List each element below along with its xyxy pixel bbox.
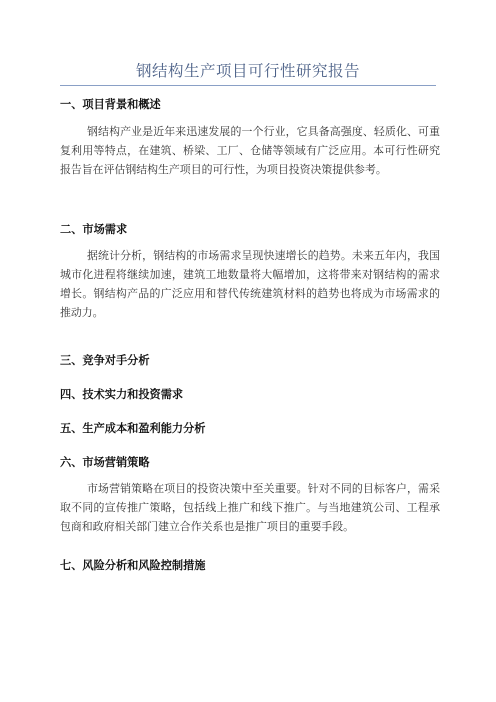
section-heading-risk-control: 七、风险分析和风险控制措施 — [60, 558, 206, 572]
section-heading-background: 一、项目背景和概述 — [60, 97, 161, 111]
section-body-background: 钢结构产业是近年来迅速发展的一个行业，它具备高强度、轻质化、可重复利用等特点，在建筑、桥梁、工厂、仓储等领域有广泛应用。本可行性研究报告旨在评估钢结构生产项目的可行性，为项目投资决策提供参考。 — [60, 125, 440, 176]
section-heading-market-demand: 二、市场需求 — [60, 222, 128, 236]
section-heading-marketing-strategy: 六、市场营销策略 — [60, 455, 150, 469]
document-title: 钢结构生产项目可行性研究报告 — [135, 62, 360, 80]
title-divider — [60, 85, 436, 86]
section-body-market-demand: 据统计分析，钢结构的市场需求呈现快速增长的趋势。未来五年内，我国城市化进程将继续加速，建筑工地数量将大幅增加，这将带来对钢结构的需求增长。钢结构产品的广泛应用和替代传统建筑材料的趋势也将成为市场需求的推动力。 — [60, 249, 440, 319]
section-heading-cost-profitability: 五、生产成本和盈利能力分析 — [60, 421, 206, 435]
section-body-marketing-strategy: 市场营销策略在项目的投资决策中至关重要。针对不同的目标客户，需采取不同的宣传推广策略，包括线上推广和线下推广。与当地建筑公司、工程承包商和政府相关部门建立合作关系也是推广项目的重要手段。 — [60, 482, 440, 533]
section-heading-technology-investment: 四、技术实力和投资需求 — [60, 387, 184, 401]
section-heading-competitor-analysis: 三、竞争对手分析 — [60, 353, 150, 367]
